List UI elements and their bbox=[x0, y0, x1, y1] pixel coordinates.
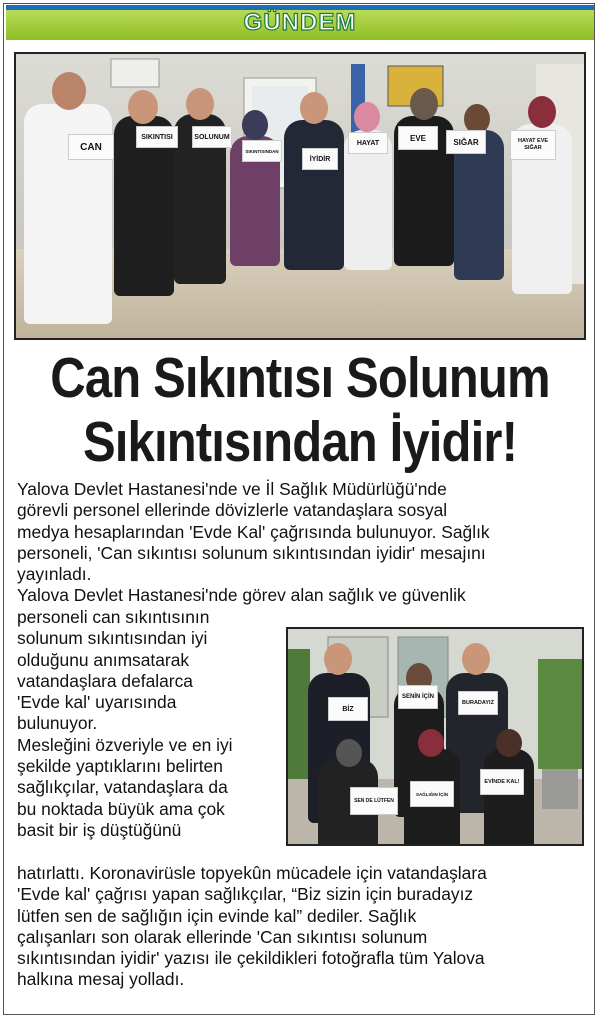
person-c-head bbox=[462, 643, 490, 675]
person-f-head bbox=[496, 729, 522, 757]
article-line: halkına mesaj yolladı. bbox=[17, 969, 185, 990]
photo-staff-signs bbox=[14, 52, 586, 340]
sign-evinde-kal: EVİNDE KAL! bbox=[480, 769, 524, 795]
article-line: hatırlattı. Koronavirüsle topyekûn mücadele için vatandaşlara bbox=[17, 863, 487, 883]
article-body-top bbox=[17, 479, 490, 607]
person-5 bbox=[284, 120, 344, 270]
sign-eve: EVE bbox=[398, 126, 438, 150]
article-line: personeli can sıkıntısının bbox=[17, 607, 210, 627]
article-line: olduğunu anımsatarak bbox=[17, 649, 190, 670]
person-7-head bbox=[410, 88, 438, 120]
sign-can: CAN bbox=[68, 134, 114, 160]
person-a-head bbox=[324, 643, 352, 675]
sign-sen-de-lutfen: SEN DE LÜTFEN bbox=[350, 787, 398, 815]
article-line: vatandaşlara defalarca bbox=[17, 670, 193, 691]
person-2-head bbox=[128, 90, 158, 124]
person-5-head bbox=[300, 92, 328, 124]
sign-hayat-eve-sigar: HAYAT EVE SIĞAR bbox=[510, 130, 556, 160]
article-line: bu noktada büyük ama çok bbox=[17, 798, 225, 819]
sign-sikintisi: SIKINTISI bbox=[136, 126, 178, 148]
sign-buradayiz: BURADAYIZ bbox=[458, 691, 498, 715]
sign-sagligin-icin: SAĞLIĞIN İÇİN bbox=[410, 781, 454, 807]
article-line: şekilde yaptıklarını belirten bbox=[17, 756, 223, 777]
article-line: solunum sıkıntısından iyi bbox=[17, 628, 208, 649]
sign-solunum: SOLUNUM bbox=[192, 126, 232, 148]
article-line: çalışanları son olarak ellerinde 'Can sıkıntısı solunum bbox=[17, 926, 428, 947]
article-line: personeli, 'Can sıkıntısı solunum sıkıntısından iyidir' mesajını bbox=[17, 542, 486, 563]
article-line: 'Evde kal' uyarısında bbox=[17, 692, 177, 713]
person-f bbox=[484, 749, 534, 846]
person-3-head bbox=[186, 88, 214, 120]
person-e-head bbox=[418, 729, 444, 757]
headline-line-1: Can Sıkıntısı Solunum bbox=[50, 346, 550, 410]
article-body-column bbox=[17, 607, 233, 841]
sign-sigar: SIĞAR bbox=[446, 130, 486, 154]
section-label: GÜNDEM bbox=[243, 9, 357, 36]
sign-hayat: HAYAT bbox=[348, 132, 388, 154]
person-d-head bbox=[336, 739, 362, 767]
article-body-bottom bbox=[17, 863, 487, 991]
article-line: yayınladı. bbox=[17, 564, 92, 585]
article-line: sıkıntısından iyidir' yazısı ile çekildikleri fotoğrafla tüm Yalova bbox=[17, 948, 485, 969]
article-line: görevli personel ellerinde dövizlerle vatandaşlara sosyal bbox=[17, 500, 448, 521]
article-line: bulunuyor. bbox=[17, 713, 98, 734]
article-line: medya hesaplarından 'Evde Kal' çağrısında bulunuyor. Sağlık bbox=[17, 521, 490, 542]
article-line: Mesleğini özveriyle ve en iyi bbox=[17, 734, 233, 755]
person-9-head bbox=[528, 96, 556, 128]
article-line: sağlıkçılar, vatandaşlara da bbox=[17, 777, 228, 798]
sign-senin-icin: SENİN İÇİN bbox=[398, 685, 438, 709]
article-line: 'Evde kal' çağrısı yapan sağlıkçılar, “Biz sizin için buradayız bbox=[17, 884, 474, 905]
headline-line-2: Sıkıntısından İyidir! bbox=[82, 410, 518, 474]
person-1-head bbox=[52, 72, 86, 110]
person-4-head bbox=[242, 110, 268, 140]
article-line: Yalova Devlet Hastanesi'nde görev alan sağlık ve güvenlik bbox=[17, 585, 466, 606]
person-6-head bbox=[354, 102, 380, 132]
article-line: basit bir iş düştüğünü bbox=[17, 819, 182, 840]
sign-iyidir: İYİDİR bbox=[302, 148, 338, 170]
sign-sikintisindan: SIKINTISINDAN bbox=[242, 140, 282, 162]
article-line: Yalova Devlet Hastanesi'nde ve İl Sağlık Müdürlüğü'nde bbox=[17, 479, 447, 499]
article-line: lütfen sen de sağlığın için evinde kal” dediler. Sağlık bbox=[17, 905, 417, 926]
photo-staff-evinde-kal bbox=[286, 627, 584, 846]
sign-biz: BİZ bbox=[328, 697, 368, 721]
